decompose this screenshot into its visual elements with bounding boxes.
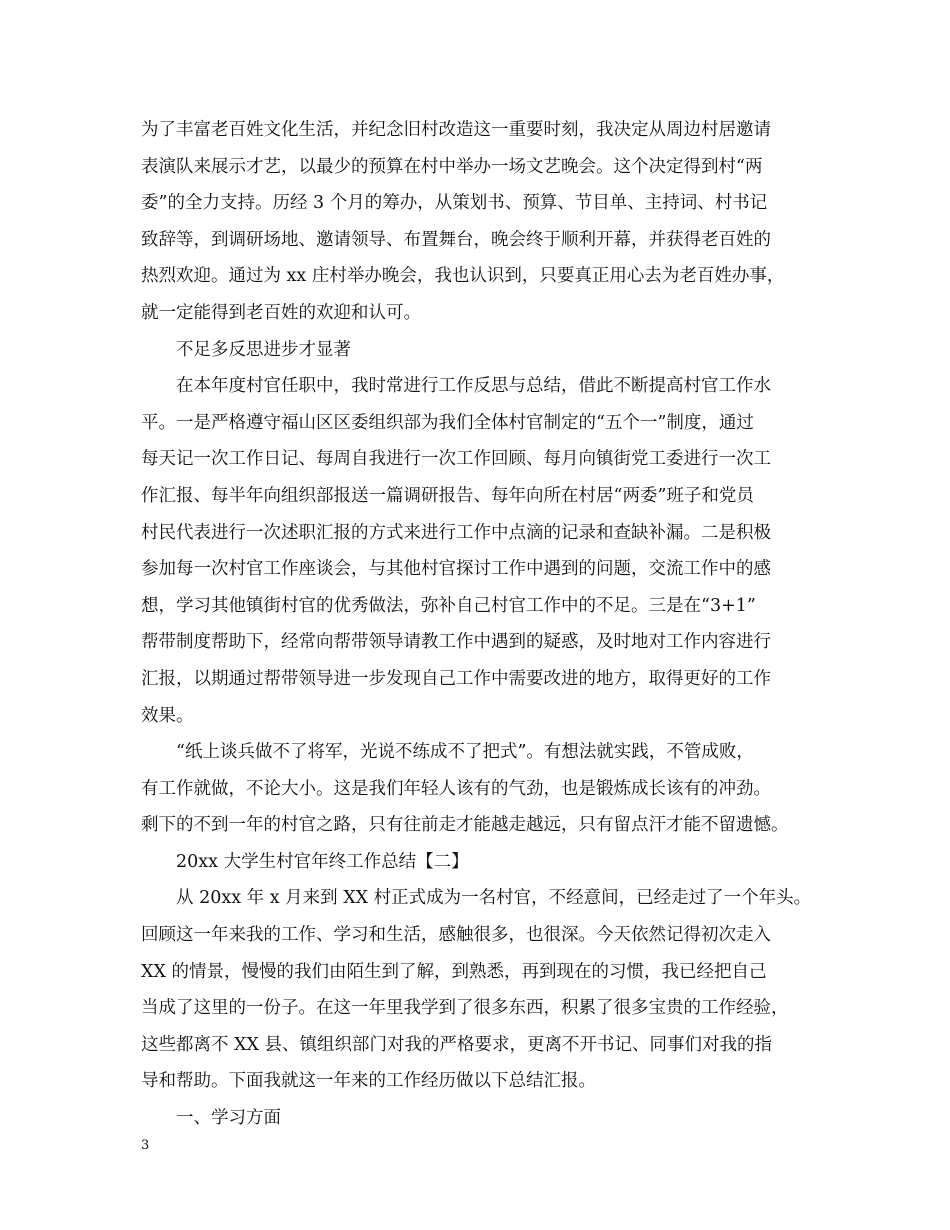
paragraph-reflection: 在本年度村官任职中，我时常进行工作反思与总结，借此不断提高村官工作水 平。一是严格遵守福山区区委组织部为我们全体村官制定的“五个一”制度，通过 每天记一次工作日记、每周自我进行一次工作回顾、每月向镇街党工委进行一次工 作汇报、每半年向组织部报送一篇调研报告、每年向所在村居“两委”班子和党员 村民代表进行一次述职汇报的方式来进行工作中点滴的记录和查缺补漏。二是积极 参加每一次村官工作座谈会，与其他村官探讨工作中遇到的问题，交流工作中的感 想，学习其他镇街村官的优秀做法，弥补自己村官工作中的不足。三是在“3+1” 帮带制度帮助下，经常向帮带领导请教工作中遇到的疑惑，及时地对工作内容进行 汇报，以期通过帮带领导进一步发现自己工作中需要改进的地方，取得更好的工作 效果。 [141, 376, 771, 726]
paragraph-practice: “纸上谈兵做不了将军，光说不练成不了把式”。有想法就实践，不管成败， 有工作就做，不论大小。这是我们年轻人该有的气劲，也是锻炼成长该有的冲劲。 剩下的不到一年的村官之路，只有往前走才能越走越远，只有留点汗才能不留遗憾。 [141, 742, 789, 836]
section-heading-summary-two: 20xx 大学生村官年终工作总结【二】 [141, 851, 469, 872]
page-number: 3 [141, 1138, 150, 1153]
document-body [141, 112, 821, 1137]
section-heading-reflection: 不足多反思进步才显著 [141, 339, 351, 360]
paragraph-year-review: 从 20xx 年 x 月来到 XX 村正式成为一名村官，不经意间，已经走过了一个年头。 回顾这一年来我的工作、学习和生活，感触很多，也很深。今天依然记得初次走入 XX 的情景，慢慢的我们由陌生到了解，到熟悉，再到现在的习惯，我已经把自己 当成了这里的一份子。在这一年里我学到了很多东西，积累了很多宝贵的工作经验， 这些都离不 XX 县、镇组织部门对我的严格要求，更离不开书记、同事们对我的指 导和帮助。下面我就这一年来的工作经历做以下总结汇报。 [141, 888, 812, 1092]
paragraph-festival: 为了丰富老百姓文化生活，并纪念旧村改造这一重要时刻，我决定从周边村居邀请 表演队来展示才艺，以最少的预算在村中举办一场文艺晚会。这个决定得到村“两 委”的全力支持。历经 3 个月的筹办，从策划书、预算、节目单、主持词、村书记 致辞等，到调研场地、邀请领导、布置舞台，晚会终于顺利开幕，并获得老百姓的 热烈欢迎。通过为 xx 庄村举办晚会，我也认识到，只要真正用心去为老百姓办事， 就一定能得到老百姓的欢迎和认可。 [141, 120, 785, 323]
section-heading-study: 一、学习方面 [141, 1108, 281, 1129]
